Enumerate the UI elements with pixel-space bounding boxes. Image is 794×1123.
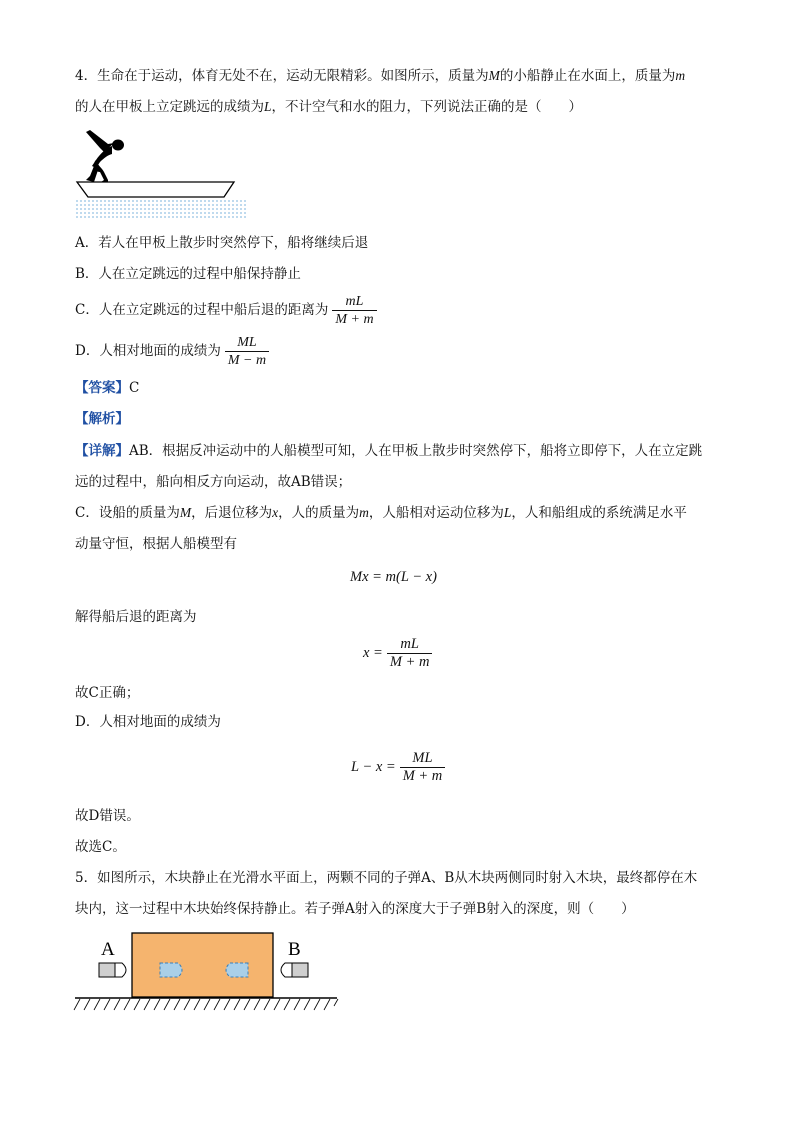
analysis-label: 【解析】 <box>75 411 129 427</box>
q4-option-b: B．人在立定跳远的过程中船保持静止 <box>75 266 301 282</box>
bullet-b-label: B <box>288 939 301 960</box>
q4-option-c-fraction: $\frac{mL}{M + m}$ <box>332 293 376 328</box>
detail-p1: 【详解】AB．根据反冲运动中的人船模型可知，人在甲板上散步时突然停下，船将立即停下，人在立定跳 <box>75 443 703 459</box>
answer-value: C <box>129 380 140 396</box>
detail-p2: 远的过程中，船向相反方向运动，故AB错误； <box>75 474 352 490</box>
bullet-a-label: A <box>101 939 115 960</box>
equation-l-minus-x: L − x = $\frac{ML}{M + m}$ <box>351 750 445 785</box>
detail-p9: 故选C。 <box>75 839 126 855</box>
detail-p6: 故C正确； <box>75 685 140 701</box>
answer-line <box>75 378 139 398</box>
q5-stem-line1: 5．如图所示，木块静止在光滑水平面上，两颗不同的子弹A、B从木块两侧同时射入木块，最终都停在木 <box>75 870 698 886</box>
analysis-line <box>75 409 129 429</box>
q4-stem-line1: 4．生命在于运动，体育无处不在，运动无限精彩。如图所示，质量为M的小船静止在水面上，质量为m <box>75 68 686 84</box>
detail-label: 【详解】 <box>75 443 129 459</box>
detail-p7: D．人相对地面的成绩为 <box>75 714 221 730</box>
detail-p4: 动量守恒，根据人船模型有 <box>75 536 237 552</box>
q4-option-d: D．人相对地面的成绩为 $\frac{ML}{M - m}$ <box>75 333 269 369</box>
q4-option-d-fraction: $\frac{ML}{M - m}$ <box>225 334 269 369</box>
q4-stem-line2: 的人在甲板上立定跳远的成绩为L，不计空气和水的阻力，下列说法正确的是（ ） <box>75 99 583 115</box>
block-bullets-figure <box>72 930 342 1020</box>
q4-option-a: A．若人在甲板上散步时突然停下，船将继续后退 <box>75 235 369 251</box>
detail-p3: C．设船的质量为M，后退位移为x，人的质量为m，人船相对运动位移为L，人和船组成的系统满足水平 <box>75 505 687 521</box>
q4-option-c: C．人在立定跳远的过程中船后退的距离为 $\frac{mL}{M + m}$ <box>75 292 377 328</box>
detail-p5: 解得船后退的距离为 <box>75 609 197 625</box>
boat-jumper-figure <box>74 128 249 223</box>
q5-stem-line2: 块内，这一过程中木块始终保持静止。若子弹A射入的深度大于子弹B射入的深度，则（ ） <box>75 901 635 917</box>
equation-momentum: Mx = m(L − x) <box>350 569 437 585</box>
answer-label: 【答案】 <box>75 380 129 396</box>
equation-x: x = $\frac{mL}{M + m}$ <box>363 636 432 671</box>
detail-p8: 故D错误。 <box>75 808 140 824</box>
